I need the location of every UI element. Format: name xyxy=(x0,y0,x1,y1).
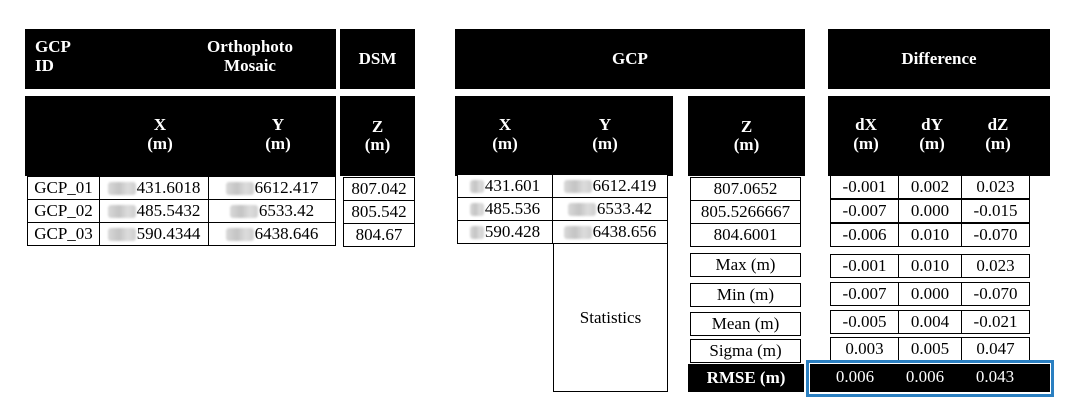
rmse-highlight-box xyxy=(806,360,1054,397)
table-cell-ortho-y: 6438.646 xyxy=(208,222,336,246)
table-cell-dy: 0.000 xyxy=(898,199,962,223)
header-difference: Difference xyxy=(828,29,1050,89)
stat-min-dx: -0.007 xyxy=(830,282,899,306)
redacted-mask xyxy=(564,226,592,239)
table-cell-ortho-y: 6533.42 xyxy=(208,199,336,223)
table-cell-ortho-x: 590.4344 xyxy=(99,222,209,246)
table-cell-dz: -0.015 xyxy=(961,199,1030,223)
table-cell-dz: -0.070 xyxy=(961,223,1030,247)
redacted-mask xyxy=(470,226,484,239)
rmse-dy: 0.006 xyxy=(905,367,945,386)
stat-max-dy: 0.010 xyxy=(898,254,962,278)
table-cell-dx: -0.007 xyxy=(830,199,899,223)
header-gcp-id: GCP ID xyxy=(35,37,70,75)
stat-sigma-dz: 0.047 xyxy=(961,337,1030,361)
subheader-dz: dZ (m) xyxy=(985,115,1011,153)
rmse-dx: 0.006 xyxy=(835,367,875,386)
header-gcp: GCP xyxy=(455,29,805,89)
stat-sigma-dx: 0.003 xyxy=(830,337,899,361)
redacted-mask xyxy=(108,182,136,195)
table-cell-dsm: 804.67 xyxy=(343,223,415,247)
redacted-mask xyxy=(108,205,136,218)
subheader-gcp-z: Z (m) xyxy=(688,96,805,176)
table-cell-gcp-y: 6533.42 xyxy=(552,197,668,221)
rmse-dz: 0.043 xyxy=(975,367,1015,386)
table-cell-dx: -0.001 xyxy=(830,175,899,199)
table-cell-gcp-x: 590.428 xyxy=(457,220,553,244)
rmse-label: RMSE (m) xyxy=(688,364,804,392)
subheader-dx: dX (m) xyxy=(853,115,879,153)
table-cell-dz: 0.023 xyxy=(961,175,1030,199)
table-cell-ortho-x: 485.5432 xyxy=(99,199,209,223)
subheader-dsm-z: Z (m) xyxy=(340,96,415,176)
table-cell-dsm: 805.542 xyxy=(343,200,415,224)
table-cell-gcp-z: 804.6001 xyxy=(690,223,801,247)
stat-max-dx: -0.001 xyxy=(830,254,899,278)
stat-mean-dy: 0.004 xyxy=(898,310,962,334)
stat-label-max: Max (m) xyxy=(690,253,801,277)
table-cell-gcp-id: GCP_03 xyxy=(27,222,100,246)
stat-max-dz: 0.023 xyxy=(961,254,1030,278)
table-cell-gcp-y: 6438.656 xyxy=(552,220,668,244)
statistics-label: Statistics xyxy=(579,307,642,327)
table-cell-gcp-x: 485.536 xyxy=(457,197,553,221)
table-cell-gcp-z: 807.0652 xyxy=(690,177,801,201)
statistics-box xyxy=(553,243,668,392)
table-cell-dy: 0.002 xyxy=(898,175,962,199)
stat-min-dz: -0.070 xyxy=(961,282,1030,306)
stat-label-sigma: Sigma (m) xyxy=(690,339,801,363)
stat-label-mean: Mean (m) xyxy=(690,312,801,336)
subheader-gcp-x: X (m) xyxy=(492,115,518,153)
table-cell-dy: 0.010 xyxy=(898,223,962,247)
table-cell-dsm: 807.042 xyxy=(343,177,415,201)
redacted-mask xyxy=(568,203,596,216)
redacted-mask xyxy=(226,182,254,195)
table-cell-ortho-x: 431.6018 xyxy=(99,176,209,200)
header-orthophoto-mosaic: Orthophoto Mosaic xyxy=(207,37,293,75)
stat-mean-dx: -0.005 xyxy=(830,310,899,334)
table-cell-ortho-y: 6612.417 xyxy=(208,176,336,200)
subheader-ortho-y: Y (m) xyxy=(265,115,291,153)
table-cell-gcp-id: GCP_01 xyxy=(27,176,100,200)
stat-mean-dz: -0.021 xyxy=(961,310,1030,334)
table-cell-gcp-z: 805.5266667 xyxy=(690,200,801,224)
redacted-mask xyxy=(470,203,484,216)
header-dsm: DSM xyxy=(340,29,415,89)
subheader-ortho-x: X (m) xyxy=(147,115,173,153)
table-cell-gcp-y: 6612.419 xyxy=(552,174,668,198)
stat-min-dy: 0.000 xyxy=(898,282,962,306)
redacted-mask xyxy=(226,228,254,241)
redacted-mask xyxy=(108,228,136,241)
table-cell-gcp-x: 431.601 xyxy=(457,174,553,198)
redacted-mask xyxy=(564,180,592,193)
stat-sigma-dy: 0.005 xyxy=(898,337,962,361)
table-cell-gcp-id: GCP_02 xyxy=(27,199,100,223)
subheader-gcp-y: Y (m) xyxy=(592,115,618,153)
stat-label-min: Min (m) xyxy=(690,283,801,307)
redacted-mask xyxy=(470,180,484,193)
redacted-mask xyxy=(230,205,258,218)
table-cell-dx: -0.006 xyxy=(830,223,899,247)
subheader-dy: dY (m) xyxy=(919,115,945,153)
